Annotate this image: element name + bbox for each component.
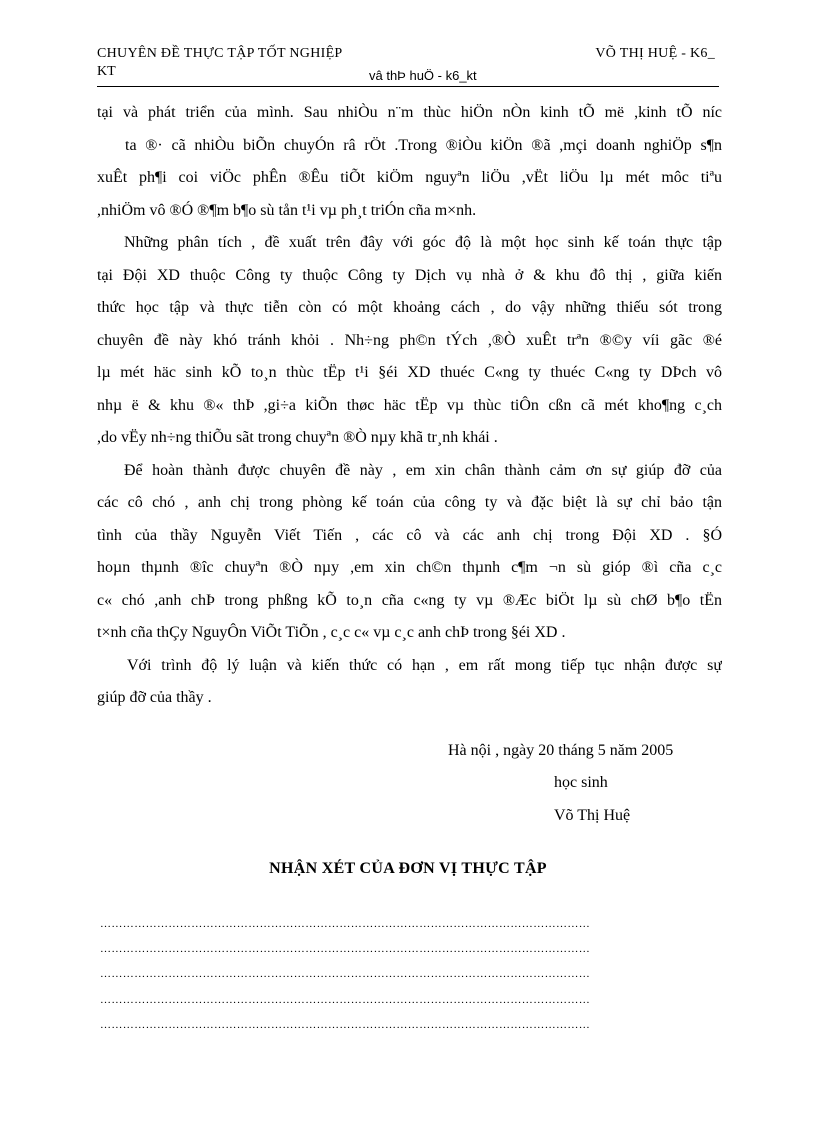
- dotted-lines: [100, 912, 720, 1038]
- body-line: thức học tập và thực tiễn còn có một khoảng cách , do vậy những thiếu sót trong: [97, 299, 722, 316]
- body-line: tình của thầy Nguyễn Viết Tiến , các cô và các anh chị trong Đội XD . §Ó: [97, 526, 722, 544]
- body-line: Những phân tích , đề xuất trên đây với góc độ là một học sinh kế toán thực tập: [124, 234, 722, 251]
- body-line: nhµ ë & khu ®« thÞ ,gi÷a kiÕn thøc häc tËp vµ thùc tiÔn cßn cã mét kho¶ng c¸ch: [97, 396, 722, 414]
- body-line: chuyên đề này khó tránh khỏi . Nh÷ng ph©n tÝch ,®Ò xuÊt trªn ®©y víi gãc ®é: [97, 331, 722, 349]
- body-line: lµ mét häc sinh kÕ to¸n thùc tËp t¹i §éi XD thuéc C«ng ty thuéc C«ng ty DÞch vô: [97, 364, 722, 381]
- dotted-line: …………………………………………………………………………………………………………………: [100, 993, 591, 1006]
- body-line: Để hoàn thành được chuyên đề này , em xin chân thành cảm ơn sự giúp đỡ của: [124, 461, 722, 479]
- page-header: [97, 46, 719, 87]
- section-title: NHẬN XÉT CỦA ĐƠN VỊ THỰC TẬP: [269, 860, 547, 877]
- header-kt: KT: [97, 64, 116, 79]
- dotted-line: …………………………………………………………………………………………………………………: [100, 943, 591, 956]
- signature-date: Hà nội , ngày 20 tháng 5 năm 2005: [448, 742, 674, 759]
- header-title-right: VÕ THỊ HUỆ - K6_: [595, 46, 715, 61]
- body-line: Với trình độ lý luận và kiến thức có hạn , em rất mong tiếp tục nhận được sự: [127, 656, 722, 674]
- body-line: t×nh cña thÇy NguyÔn ViÕt TiÕn , c¸c c« vµ c¸c anh chÞ trong §éi XD .: [97, 624, 566, 641]
- body-line: ,do vËy nh÷ng thiÕu sãt trong chuyªn ®Ò nµy khã tr¸nh khái .: [97, 429, 498, 446]
- body-line: ,nhiÖm vô ®Ó ®¶m b¶o sù tån t¹i vµ ph¸t triÓn cña m×nh.: [97, 201, 477, 219]
- body-line: hoµn thµnh ®îc chuyªn ®Ò nµy ,em xin ch©n thµnh c¶m ¬n sù gióp ®ì cña c¸c: [97, 559, 722, 576]
- body-line: giúp đỡ của thầy .: [97, 689, 212, 706]
- body-line: ta ®· cã nhiÒu biÕn chuyÓn râ rÖt .Trong ®iÒu kiÖn ®ã ,mçi doanh nghiÖp s¶n: [125, 136, 722, 154]
- body-line: các cô chó , anh chị trong phòng kế toán của công ty và đặc biệt là sự chỉ bảo tận: [97, 494, 722, 511]
- dotted-line: …………………………………………………………………………………………………………………: [100, 918, 591, 930]
- body-line: tại Đội XD thuộc Công ty thuộc Công ty Dịch vụ nhà ở & khu đô thị , giữa kiến: [97, 266, 722, 284]
- header-title-left: CHUYÊN ĐỀ THỰC TẬP TỐT NGHIỆP: [97, 46, 343, 61]
- body-line: c« chó ,anh chÞ trong phßng kÕ to¸n cña c«ng ty vµ ®Æc biÖt lµ sù chØ b¶o tËn: [97, 591, 722, 609]
- dotted-line: …………………………………………………………………………………………………………………: [100, 1018, 591, 1031]
- header-subtitle: vâ thÞ huÖ - k6_kt: [369, 68, 477, 83]
- body-line: tại và phát triển của mình. Sau nhiÒu n¨m thùc hiÖn nÒn kinh tÕ më ,kinh tÕ níc: [97, 104, 722, 121]
- document-body: [97, 97, 722, 715]
- signature-name: Võ Thị Huệ: [554, 807, 631, 824]
- signature-role: học sinh: [554, 774, 608, 791]
- body-line: xuÊt ph¶i coi viÖc phÊn ®Êu tiÕt kiÖm nguyªn liÖu ,vËt liÖu lµ mét môc tiªu: [97, 169, 722, 186]
- dotted-line: …………………………………………………………………………………………………………………: [100, 968, 591, 981]
